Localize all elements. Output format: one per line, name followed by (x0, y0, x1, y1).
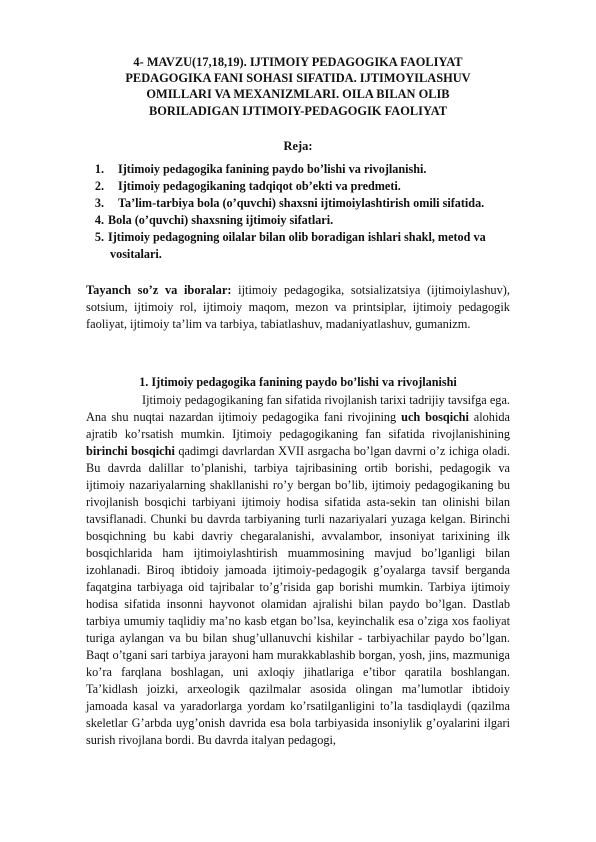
plan-item (84, 161, 524, 178)
bold-term: birinchi bosqichi (86, 444, 175, 458)
body-text (86, 392, 510, 749)
title-line: OMILLARI VA MEXANIZMLARI. OILA BILAN OLIB (146, 87, 450, 102)
paragraph-text: Ijtimoiy pedagogikaning fan sifatida rivojlanish tarixi tadrijiy tavsifga ega. Ana shu nuqtai nazardan ijtimoiy pedagogika fani rivojining (86, 393, 510, 424)
plan-item-number: 5. (94, 230, 104, 244)
plan-item (84, 195, 524, 212)
plan-item-number: 1. (94, 162, 104, 176)
paragraph-text: qadimgi davrlardan XVII asrgacha bo’lgan davrni o’z ichiga oladi. Bu davrda dalillar to’planishi, tarbiya tajribasining ortib borishi, pedagogik va ijtimoiy nazariyalarning shakllanishi ro’y bergan bo’lib, ijtimoiy pedagogikaning bu rivojlanish bosqichi tarbiyani ijtimoiy hodisa sifatida asta-sekin tan olinishi bilan tavsiflanadi. Chunki bu davrda tarbiyaning turli nazariyalari yuzaga kelgan. Birinchi bosqichning bu kabi davriy chegaralanishi, avvalambor, insoniyat tarixining ilk bosqichlarida ham ijtimoiylashtirish muammosining mavjud bo’lganligi bilan izohlanadi. Biroq ibtidoiy jamoada ijtimoiy-pedagogik g’oyalarga tavsif berganda faqatgina tarbiyaga oid tajribalar to’g’risida gap borishi mumkin. Tarbiya ijtimoiy hodisa sifatida insonni hayvonot olamidan ajralishi bilan paydo bo’lgan. Dastlab tarbiya umumiy taqlidiy ma’no kasb etgan bo’lsa, keyinchalik esa o’ziga xos faoliyat turiga aylangan va bu bilan shug’ullanuvchi kishilar - tarbiyachilar paydo bo’lgan. Baqt o’tgani sari tarbiya jarayoni ham murakkablashib borgan, yosh, jins, mazmuniga ko’ra farqlana boshlagan, uni axloqiy jihatlariga e’tibor qaratila boshlangan. Ta’kidlash joizki, arxeologik qazilmalar asosida olingan ma’lumotlar ibtidoiy jamoada kasal va yaradorlarga yordam ko’rsatilganligini to’la tasdiqlaydi (qazilma skeletlar G’arbda uyg’onish davrida esa bola tarbiyasida insoniylik g’oyalarini ilgari surish rivojlana bordi. Bu davrda italyan pedagogi, (86, 444, 511, 747)
bold-term: uch bosqichi (401, 410, 469, 424)
title-line: PEDAGOGIKA FANI SOHASI SIFATIDA. IJTIMOYILASHUV (125, 71, 471, 86)
plan-item (84, 212, 524, 229)
document-title (90, 54, 506, 119)
plan-item (84, 178, 524, 195)
plan-item-text: Ijtimoiy pedagogika fanining paydo bo’lishi va rivojlanishi. (118, 162, 427, 176)
plan-item (84, 229, 524, 246)
plan-item-text: Bola (o’quvchi) shaxsning ijtimoiy sifatlari. (108, 213, 334, 227)
section-heading: 1. Ijtimoiy pedagogika fanining paydo bo’lishi va rivojlanishi (139, 375, 457, 389)
plan-item-continuation (84, 246, 524, 263)
plan-item-text: Ta’lim-tarbiya bola (o’quvchi) shaxsni ijtimoiylashtirish omili sifatida. (118, 196, 485, 210)
plan-item-text: Ijtimoiy pedagogikaning tadqiqot ob’ekti va predmeti. (118, 179, 401, 193)
plan-item-text: Ijtimoiy pedagogning oilalar bilan olib boradigan ishlari shakl, metod va (108, 230, 486, 244)
keywords-label: Tayanch so’z va iboralar: (86, 283, 232, 297)
plan-item-number: 4. (94, 213, 104, 227)
keywords-text: ijtimoiy pedagogika, sotsializatsiya (ijtimoiylashuv), sotsium, ijtimoiy rol, ijtimoiy maqom, mezon va printsiplar, ijtimoiy pedagogik faoliyat, ijtimoiy ta’lim va tarbiya, tabiatlashuv, madaniyatlashuv, gumanizm. (86, 283, 511, 331)
paragraph (86, 392, 510, 749)
plan-item-number: 3. (94, 196, 104, 210)
paragraph-text: alohida ajratib ko’rsatish mumkin. Ijtimoiy pedagogikaning fan sifatida rivojlanishining (86, 410, 510, 441)
plan-list (84, 161, 524, 263)
title-line: 4- MAVZU(17,18,19). IJTIMOIY PEDAGOGIKA FAOLIYAT (133, 55, 463, 69)
plan-item-number: 2. (94, 179, 104, 193)
plan-item-text: vositalari. (110, 247, 162, 261)
title-line: BORILADIGAN IJTIMOIY-PEDAGOGIK FAOLIYAT (148, 103, 448, 118)
keywords-paragraph (86, 282, 510, 333)
plan-heading: Reja: (283, 139, 313, 153)
